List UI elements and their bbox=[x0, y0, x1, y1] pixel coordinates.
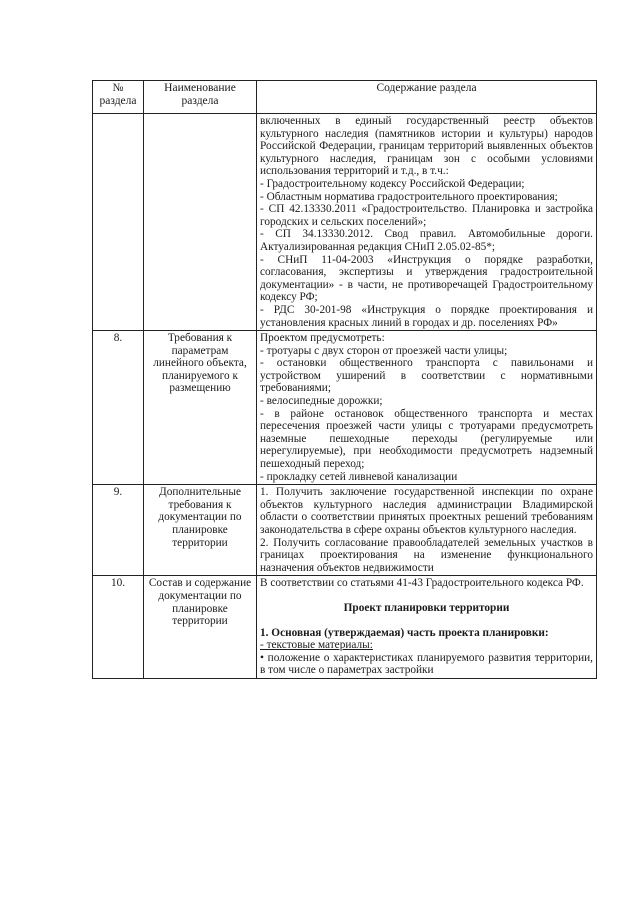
row-10-subheading: - текстовые материалы: bbox=[260, 639, 373, 652]
table-row-10 bbox=[93, 576, 597, 679]
row-8-number: 8. bbox=[93, 331, 144, 485]
content-line: - тротуары с двух сторон от проезжей части улицы; bbox=[260, 344, 508, 357]
content-line: - в районе остановок общественного транспорта и местах пересечения проезжей части улицы с тротуарами предусмотреть наземные пешеходные переходы (регулируемые или нерегулируемые), при необходимости предусмотреть надземный пешеходный переход; bbox=[260, 407, 593, 471]
table-row-9 bbox=[93, 485, 597, 576]
content-line: - Градостроительному кодексу Российской Федерации; bbox=[260, 177, 525, 190]
spacer bbox=[260, 615, 593, 627]
row-continued-number bbox=[93, 114, 144, 331]
header-content: Содержание раздела bbox=[257, 81, 597, 114]
content-line: - Областным норматива градостроительного проектирования; bbox=[260, 190, 558, 203]
table-row-8 bbox=[93, 331, 597, 485]
row-10-heading: Проект планировки территории bbox=[343, 601, 510, 614]
content-line: 1. Получить заключение государственной инспекции по охране объектов культурного наследия администрации Владимирской области о соответствии принятых проектных решений требованиям законодательства в сфере охраны объектов культурного наследия. bbox=[260, 486, 593, 536]
content-line: включенных в единый государственный реестр объектов культурного наследия (памятников истории и культуры) народов Российской Федерации, границам территорий выявленных объектов культурного наследия, границам зон с особыми условиями использования территорий и т.д., в т.ч.: bbox=[260, 115, 593, 178]
header-number: № раздела bbox=[93, 81, 144, 114]
document-table bbox=[92, 80, 597, 679]
content-line: Проектом предусмотреть: bbox=[260, 332, 385, 345]
row-10-content bbox=[257, 576, 597, 679]
row-8-content bbox=[257, 331, 597, 485]
content-line: - СП 42.13330.2011 «Градостроительство. Планировка и застройка городских и сельских поселений»; bbox=[260, 203, 593, 228]
row-9-name: Дополнительные требования к документации по планировке территории bbox=[144, 485, 257, 576]
content-line: 2. Получить согласование правообладателей земельных участков в границах проектирования на изменение функционального назначения объектов недвижимости bbox=[260, 536, 593, 574]
content-line: - прокладку сетей ливневой канализации bbox=[260, 470, 458, 483]
row-9-content bbox=[257, 485, 597, 576]
row-10-part: 1. Основная (утверждаемая) часть проекта планировки: bbox=[260, 626, 549, 639]
table-header-row bbox=[93, 81, 597, 114]
row-10-name: Состав и содержание документации по планировке территории bbox=[144, 576, 257, 679]
content-line: - велосипедные дорожки; bbox=[260, 395, 383, 408]
row-10-number: 10. bbox=[93, 576, 144, 679]
content-line: - РДС 30-201-98 «Инструкция о порядке проектирования и установления красных линий в городах и др. поселениях РФ» bbox=[260, 303, 593, 329]
content-line: - СП 34.13330.2012. Свод правил. Автомобильные дороги. Актуализированная редакция СНиП 2.05.02-85*; bbox=[260, 228, 593, 253]
row-8-name: Требования к параметрам линейного объекта, планируемого к размещению bbox=[144, 331, 257, 485]
row-continued-name bbox=[144, 114, 257, 331]
table-row-continued bbox=[93, 114, 597, 331]
content-line: - остановки общественного транспорта с павильонами и устройством уширений в соответствии с нормативными требованиями; bbox=[260, 357, 593, 395]
header-name: Наименование раздела bbox=[144, 81, 257, 114]
spacer bbox=[260, 590, 593, 602]
row-continued-content bbox=[257, 114, 597, 331]
row-10-intro: В соответствии со статьями 41-43 Градостроительного кодекса РФ. bbox=[260, 577, 584, 590]
row-9-number: 9. bbox=[93, 485, 144, 576]
row-10-bullet: • положение о характеристиках планируемого развития территории, в том числе о параметрах застройки bbox=[260, 651, 593, 677]
content-line: - СНиП 11-04-2003 «Инструкция о порядке разработки, согласования, экспертизы и утверждения градостроительной документации» - в части, не противоречащей Градостроительному кодексу РФ; bbox=[260, 253, 593, 304]
